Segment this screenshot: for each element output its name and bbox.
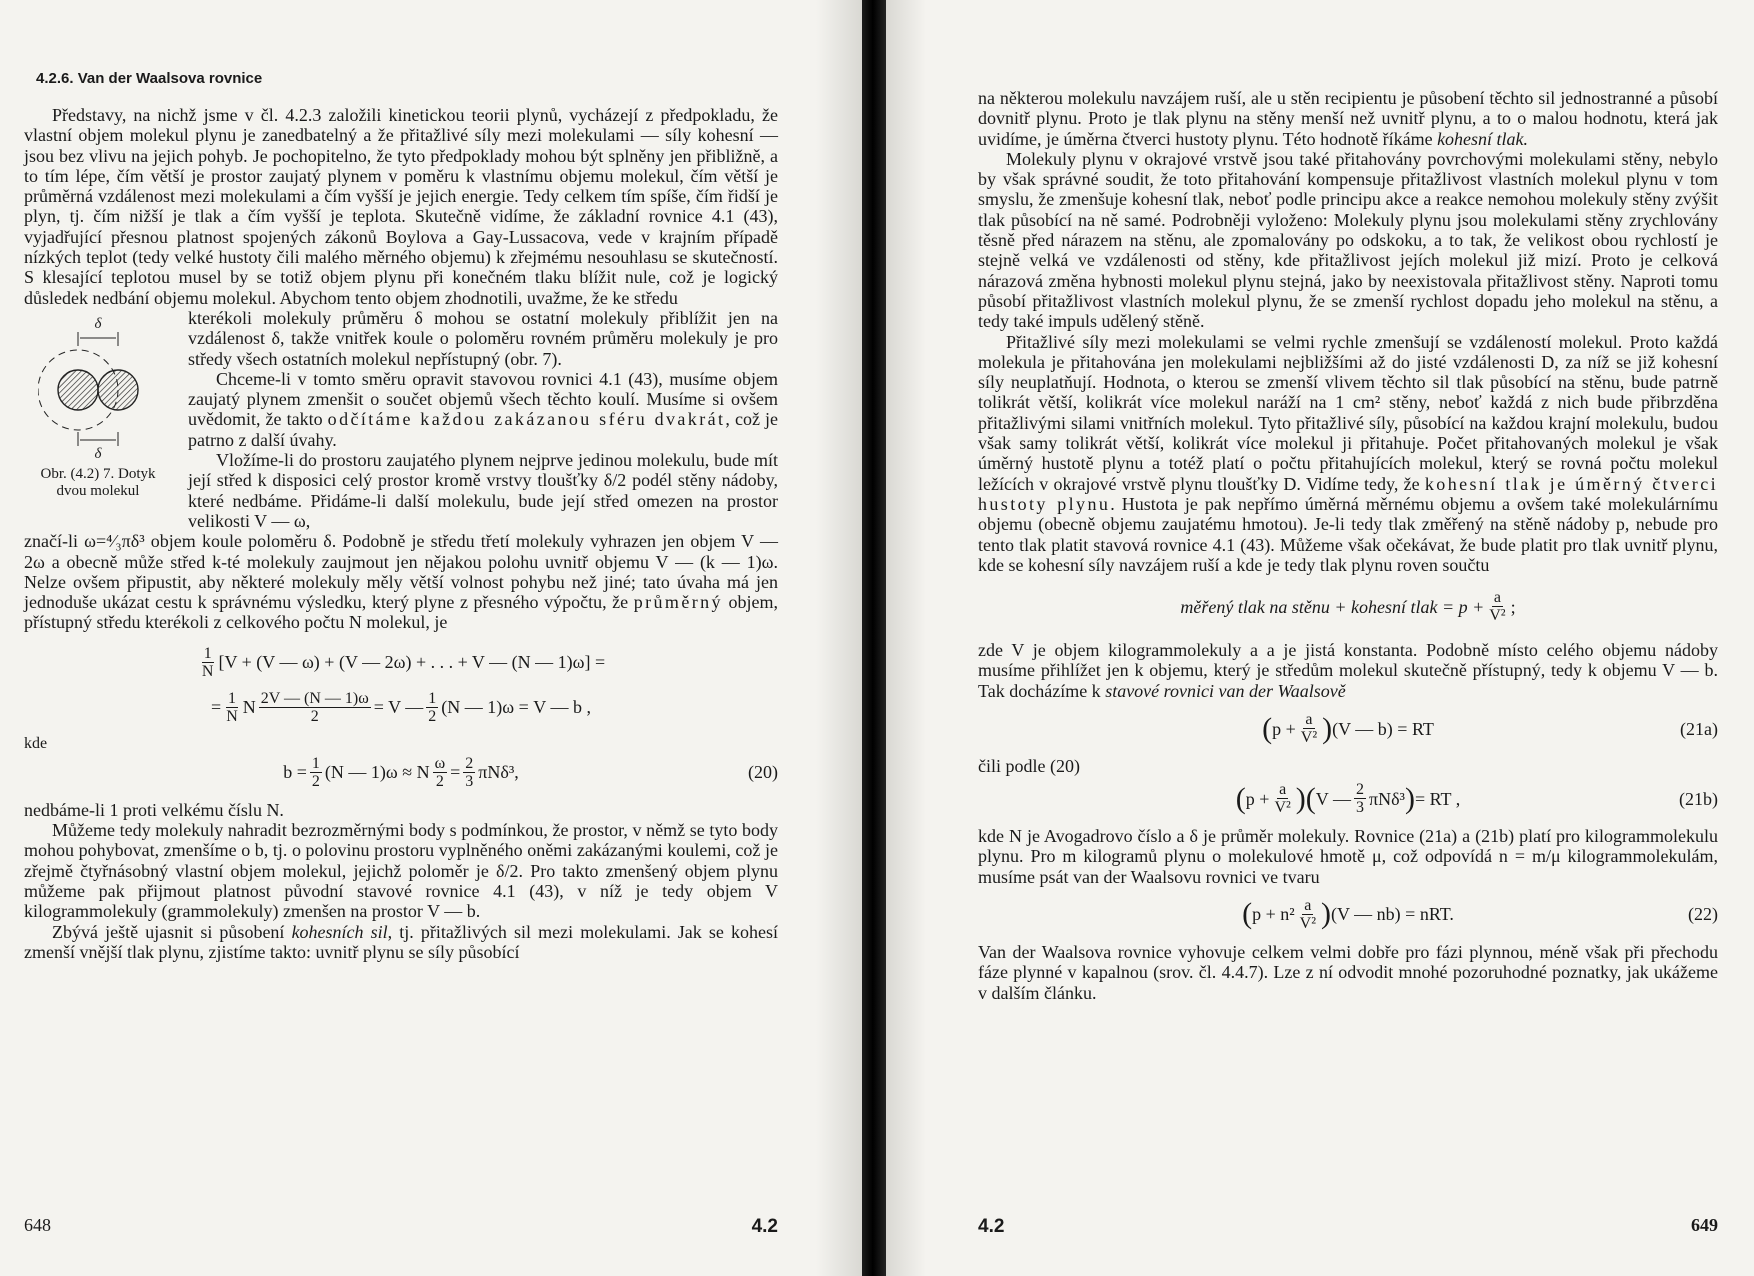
page-number: 648 bbox=[24, 1215, 51, 1235]
equation-result: = $\frac{1}{N}$ N $\frac{2V — (N — 1)\omega}{2}$ = V — $\frac{1}{2}$ (N — 1)ω = V — b , bbox=[211, 689, 591, 725]
italic-term: kohesní tlak. bbox=[1437, 128, 1529, 149]
right-page bbox=[886, 0, 1754, 1276]
paragraph: Zbývá ještě ujasnit si působení kohesních sil, tj. přitažlivých sil mezi molekulami. Jak se kohesí zmenší vnější tlak plynu, zjistíme takto: uvnitř plynu se síly působící bbox=[24, 921, 779, 962]
section-footer: 4.2 bbox=[751, 1216, 778, 1237]
delta-label-bottom: δ bbox=[94, 445, 102, 462]
delta-label-top: δ bbox=[94, 315, 102, 332]
paragraph: Můžeme tedy molekuly nahradit bezrozměrnými body s podmínkou, že prostor, v němž se tyto body mohou pohybovat, zmenšíme o b, tj. o polovinu prostoru vyplněného oněmi zakázanými koulemi, což je zřejmě čtyřnásobný vlastní objem molekul, jejichž poloměr je δ/2. Pro takto zmenšený objem plynu můžeme pak přijmout platnost původní stavové rovnice 4.1 (43), v níž je tedy objem V kilogrammolekuly (grammolekuly) zmenšen na prostor V — b. bbox=[24, 820, 778, 922]
equation-22: ( p + n² $\frac{a}{\text{V²}}$ ) (V — nb) = nRT. (22) bbox=[1242, 896, 1718, 932]
paragraph: nedbáme-li 1 proti velkému číslu N. bbox=[24, 799, 284, 820]
paragraph: zde V je objem kilogrammolekuly a a je jistá konstanta. Podobně místo celého objemu nádoby musíme přihlížet jen k objemu, který je středům molekul skutečně přístupný, tedy k objemu V — b. Tak docházíme k stavové rovnici van der Waalsově bbox=[978, 640, 1718, 701]
paragraph: Vložíme-li do prostoru zaujatého plynem nejprve jedinou molekulu, bude mít její střed k disposici celý prostor kromě vrstvy tloušťky δ/2 podél stěny nádoby, které nedbáme. Přidáme-li další molekulu, bude její střed omezen na prostor velikosti V — ω, bbox=[188, 450, 778, 531]
book-gutter bbox=[862, 0, 886, 1276]
section-heading: 4.2.6. Van der Waalsova rovnice bbox=[36, 70, 263, 87]
spaced-emphasis: odčítáme každou zakázanou sféru dvakrát bbox=[327, 409, 726, 430]
equation-number: (21a) bbox=[1680, 718, 1718, 739]
figure-side-text bbox=[188, 308, 778, 531]
figure-caption: Obr. (4.2) 7. Dotyk dvou molekul bbox=[40, 465, 156, 499]
two-molecules-diagram bbox=[38, 312, 158, 462]
equation-21b: ( p + $\frac{a}{\text{V²}}$ ) ( V — $\frac{2}{3}$ πNδ³ ) = RT , (21b) bbox=[1235, 781, 1718, 817]
equation-cohesion: měřený tlak na stěnu + kohesní tlak = p + $\frac{a}{\text{V²}}$ ; bbox=[1180, 589, 1516, 625]
figure-block bbox=[24, 308, 778, 531]
paragraph: Představy, na nichž jsme v čl. 4.2.3 založili kinetickou teorii plynů, vycházejí z předpokladu, že vlastní objem molekul plynu je zanedbatelný a že přitažlivé síly mezi molekulami — síly kohesní — jsou bez vlivu na jejich pohyb. Je pochopitelno, že tyto předpoklady mohou být splněny jen přibližně, a to tím lépe, čím větší je prostor zaujatý plynem v poměru k vlastnímu objemu molekul, čím větší je průměrná vzdálenost mezi molekulami a čím vyšší je jejich energie. Tedy celkem tím spíše, čím řidší je plyn, tj. čím nižší je tlak a čím vyšší je teplota. Skutečně vidíme, že základní rovnice 4.1 (43), vyjadřující přesnou platnost spojených zákonů Boylova a Gay-Lussacova, vede v krajním případě nízkých teplot (tedy velké hustoty čili malého měrného objemu) k zřejmému nesouhlasu se skutečností. S klesající teplotou musel by se totiž objem plynu při konečném tlaku blížit nule, což je logický důsledek nedbání objemu molekul. Abychom tento objem zhodnotili, uvažme, že ke středu bbox=[24, 105, 778, 308]
paragraph: Chceme-li v tomto směru opravit stavovou rovnici 4.1 (43), musíme objem zaujatý plynem zmenšit o součet objemů všech těchto koulí. Musíme si ovšem uvědomit, že takto odčítáme každou zakázanou sféru dvakrát, což je patrno z další úvahy. bbox=[188, 368, 779, 450]
paragraph: Molekuly plynu v okrajové vrstvě jsou také přitahovány povrchovými molekulami stěny, nebylo by však správné soudit, že toto přitahování kompensuje přitažlivost vlastních molekul plynu v tom smyslu, že zmenšuje kohesní tlak, neboť podle principu akce a reakce nemohou molekuly stěny zvýšit tlak působící na ně samé. Podrobněji vyloženo: Molekuly plynu jsou molekulami stěny zrychlovány těsně před nárazem na stěnu, ale zpomalovány po odskoku, a to tak, že velikost obou rychlostí je stejně velká ve vzdálenosti od stěny, kde přitažlivost jejích molekul již mizí. Proto je celková nárazová změna hybnosti molekul plynu stejná, jako by neexistovala přitažlivost stěny. Naproti tomu působí přitažlivost vlastních molekul plynu, že se zmenší rychlost dopadu jeho molekul na stěnu, a tedy také impuls udělený stěně. bbox=[978, 148, 1718, 332]
section-footer: 4.2 bbox=[978, 1216, 1005, 1237]
left-page bbox=[0, 0, 862, 1276]
equation-number: (21b) bbox=[1679, 788, 1718, 809]
equation-number: (22) bbox=[1688, 904, 1718, 925]
paragraph: na některou molekulu navzájem ruší, ale u stěn recipientu je působení těchto sil jednostranné a působí dovnitř plynu. Proto je tlak plynu na stěny menší než uvnitř plynu, a to o malou hodnotu, která jak uvidíme, je úměrna čtverci hustoty plynu. Této hodnotě říkáme kohesní tlak. bbox=[978, 88, 1718, 149]
equation-number: (20) bbox=[748, 762, 778, 783]
italic-term: kohesních sil bbox=[291, 921, 388, 942]
equation-20: b = $\frac{1}{2}$ (N — 1)ω ≈ N $\frac{\omega}{2}$ = $\frac{2}{3}$ πNδ³, (20) bbox=[283, 754, 778, 790]
figure-molecules bbox=[24, 308, 172, 531]
text-cili: čili podle (20) bbox=[978, 756, 1080, 777]
equation-21a: ( p + $\frac{a}{\text{V²}}$ ) (V — b) = RT (21a) bbox=[1262, 711, 1718, 747]
spaced-emphasis: průměrný bbox=[633, 592, 723, 613]
spaced-emphasis: kohesní tlak je úměrný čtverci hustoty plynu bbox=[978, 473, 1718, 514]
paragraph: kterékoli molekuly průměru δ mohou se ostatní molekuly přiblížit jen na vzdálenost δ, takže vnitřek koule o poloměru rovném průměru molekuly je pro středy všech ostatních molekul nepřístupný (obr. 7). bbox=[188, 307, 778, 369]
paragraph: kde N je Avogadrovo číslo a δ je průměr molekuly. Rovnice (21a) a (21b) platí pro kilogrammolekulu plynu. Pro m kilogramů plynu o molekulové hmotě μ, což odpovídá n = m/μ kilogrammolekulám, musíme psát van der Waalsovu rovnici ve tvaru bbox=[978, 826, 1718, 887]
italic-term: stavové rovnici van der Waalsově bbox=[1105, 680, 1346, 701]
paragraph: Van der Waalsova rovnice vyhovuje celkem velmi dobře pro fázi plynnou, méně však při přechodu fáze plynné v kapalnou (srov. čl. 4.4.7). Lze z ní odvodit mnohé pozoruhodné poznatky, jak ukážeme v dalším článku. bbox=[978, 941, 1718, 1003]
equation-sum: $\frac{1}{N}$ [V + (V — ω) + (V — 2ω) + . . . + V — (N — 1)ω] = bbox=[201, 644, 606, 680]
text-kde: kde bbox=[24, 734, 48, 752]
paragraph: značí-li ω=⁴⁄₃πδ³ objem koule poloměru δ. Podobně je středu třetí molekuly vyhrazen jen objem V — 2ω a obecně může střed k-té molekuly zaujmout jen nějakou polohu uvnitř objemu V — (k — 1)ω. Nelze ovšem připustit, aby některé molekuly měly větší volnost pohybu než jiné; tato úvaha má jen jednoduše ukázat cestu k správnému výsledku, který plyne z přesného výpočtu, že průměrný objem, přístupný středu kterékoli z celkového počtu N molekul, je bbox=[24, 531, 778, 633]
paragraph: Přitažlivé síly mezi molekulami se velmi rychle zmenšují se vzdáleností molekul. Proto každá molekula je přitahována jen molekulami nejbližšími až do jisté vzdálenosti D, za níž se již kohesní síly neuplatňují. Hodnota, o kterou se zmenší vlivem těchto sil tlak působící na stěnu, bude patrně tolikrát větší, kolikrát více molekul naráží na 1 cm² stěny, neboť každá z nich bude přibrzděna přitažlivými silami vnitřních molekul. Tyto přitažlivé síly, působící na každou krajní molekulu, budou však samy tolikrát větší, kolikrát více molekul ji přitahuje. Počet přitahovaných molekul je však úměrný hustotě plynu a totéž platí o počtu přitahujících molekul, který se rovná počtu molekul ležících v okrajové vrstvě plynu tloušťky D. Vidíme tedy, že kohesní tlak je úměrný čtverci hustoty plynu. Hustota je pak nepřímo úměrná měrnému objemu a ovšem také molekulárnímu objemu (obecně objemu zaujatému hmotou). Je-li tedy tlak změřený na stěně nádoby p, nebude pro tento tlak platit stavová rovnice 4.1 (43). Můžeme však očekávat, že bude platit pro tlak uvnitř plynu, kde se kohesní síly navzájem ruší a kde je tedy tlak plynu roven součtu bbox=[978, 331, 1718, 575]
page-number: 649 bbox=[1691, 1215, 1718, 1235]
